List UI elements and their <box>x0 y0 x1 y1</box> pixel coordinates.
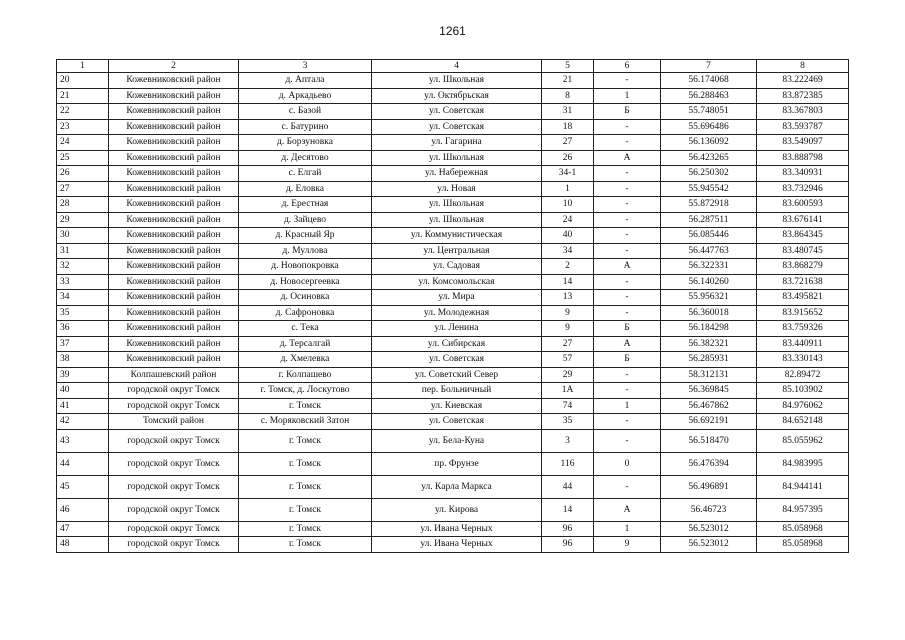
table-cell: 42 <box>57 414 109 430</box>
table-cell: 32 <box>57 259 109 275</box>
table-cell: д. Десятово <box>239 150 372 166</box>
table-row <box>57 73 849 89</box>
table-cell: 56.360018 <box>661 305 757 321</box>
table-cell: 56.692191 <box>661 414 757 430</box>
table-cell: с. Елгай <box>239 166 372 182</box>
table-cell: ул. Набережная <box>372 166 542 182</box>
table-row <box>57 104 849 120</box>
table-cell: д. Красный Яр <box>239 228 372 244</box>
table-cell: 56.467862 <box>661 398 757 414</box>
table-row <box>57 452 849 475</box>
table-cell: д. Терсалгай <box>239 336 372 352</box>
table-cell: городской округ Томск <box>109 498 239 521</box>
table-cell: ул. Молодежная <box>372 305 542 321</box>
table-cell: А <box>594 259 661 275</box>
table-cell: 55.872918 <box>661 197 757 213</box>
table-cell: 25 <box>57 150 109 166</box>
table-cell: ул. Мира <box>372 290 542 306</box>
table-row <box>57 414 849 430</box>
table-row <box>57 383 849 399</box>
table-cell: д. Ерестная <box>239 197 372 213</box>
table-cell: - <box>594 212 661 228</box>
table-cell: 55.956321 <box>661 290 757 306</box>
table-cell: д. Еловка <box>239 181 372 197</box>
table-cell: Кожевниковский район <box>109 336 239 352</box>
table-cell: ул. Ивана Черных <box>372 521 542 537</box>
table-cell: ул. Школьная <box>372 197 542 213</box>
table-cell: 37 <box>57 336 109 352</box>
table-cell: 14 <box>542 274 594 290</box>
table-cell: ул. Комсомольская <box>372 274 542 290</box>
table-cell: с. Батурино <box>239 119 372 135</box>
table-cell: Кожевниковский район <box>109 197 239 213</box>
table-cell: 83.600593 <box>757 197 849 213</box>
table-cell: д. Новосергеевка <box>239 274 372 290</box>
table-cell: 18 <box>542 119 594 135</box>
table-cell: А <box>594 336 661 352</box>
table-row <box>57 352 849 368</box>
table-cell: Кожевниковский район <box>109 119 239 135</box>
table-cell: д. Хмелевка <box>239 352 372 368</box>
table-cell: 24 <box>57 135 109 151</box>
table-cell: 56.140260 <box>661 274 757 290</box>
table-cell: 85.058968 <box>757 537 849 553</box>
table-cell: 1 <box>594 521 661 537</box>
table-row <box>57 498 849 521</box>
table-row <box>57 228 849 244</box>
table-cell: Томский район <box>109 414 239 430</box>
table-cell: 48 <box>57 537 109 553</box>
table-cell: 27 <box>57 181 109 197</box>
table-header-row <box>57 60 849 73</box>
table-cell: 84.944141 <box>757 475 849 498</box>
table-cell: ул. Ленина <box>372 321 542 337</box>
table-cell: 24 <box>542 212 594 228</box>
table-cell: 9 <box>542 321 594 337</box>
table-cell: 47 <box>57 521 109 537</box>
table-cell: 39 <box>57 367 109 383</box>
table-cell: 41 <box>57 398 109 414</box>
table-cell: ул. Центральная <box>372 243 542 259</box>
table-cell: городской округ Томск <box>109 429 239 452</box>
table-cell: 56.423265 <box>661 150 757 166</box>
table-row <box>57 336 849 352</box>
table-cell: 34 <box>57 290 109 306</box>
table-row <box>57 135 849 151</box>
table-cell: - <box>594 383 661 399</box>
table-row <box>57 197 849 213</box>
table-cell: 83.340931 <box>757 166 849 182</box>
table-cell: Кожевниковский район <box>109 104 239 120</box>
table-cell: 35 <box>57 305 109 321</box>
table-cell: г. Томск <box>239 398 372 414</box>
table-cell: д. Осиновка <box>239 290 372 306</box>
table-row <box>57 274 849 290</box>
table-cell: г. Колпашево <box>239 367 372 383</box>
table-cell: 56.369845 <box>661 383 757 399</box>
table-cell: 21 <box>57 88 109 104</box>
table-row <box>57 212 849 228</box>
table-cell: - <box>594 429 661 452</box>
table-cell: 31 <box>57 243 109 259</box>
table-cell: 2 <box>542 259 594 275</box>
table-cell: городской округ Томск <box>109 383 239 399</box>
table-cell: - <box>594 305 661 321</box>
table-cell: 83.864345 <box>757 228 849 244</box>
table-cell: Кожевниковский район <box>109 305 239 321</box>
table-cell: ул. Школьная <box>372 73 542 89</box>
table-cell: 56.250302 <box>661 166 757 182</box>
table-cell: 9 <box>542 305 594 321</box>
table-cell: Кожевниковский район <box>109 228 239 244</box>
table-cell: - <box>594 414 661 430</box>
table-cell: ул. Киевская <box>372 398 542 414</box>
table-cell: 56.523012 <box>661 521 757 537</box>
table-cell: г. Томск <box>239 429 372 452</box>
table-cell: 56.518470 <box>661 429 757 452</box>
table-cell: 33 <box>57 274 109 290</box>
table-cell: 44 <box>57 452 109 475</box>
table-cell: ул. Садовая <box>372 259 542 275</box>
table-cell: 1А <box>542 383 594 399</box>
table-cell: г. Томск <box>239 475 372 498</box>
table-cell: 26 <box>57 166 109 182</box>
table-cell: ул. Советская <box>372 119 542 135</box>
table-cell: 56.288463 <box>661 88 757 104</box>
table-cell: 74 <box>542 398 594 414</box>
table-body <box>57 60 849 553</box>
table-cell: ул. Школьная <box>372 150 542 166</box>
table-row <box>57 181 849 197</box>
table-row <box>57 367 849 383</box>
table-cell: 83.732946 <box>757 181 849 197</box>
table-cell: 34-1 <box>542 166 594 182</box>
table-cell: д. Зайцево <box>239 212 372 228</box>
table-cell: 83.915652 <box>757 305 849 321</box>
table-cell: 35 <box>542 414 594 430</box>
table-row <box>57 150 849 166</box>
table-row <box>57 259 849 275</box>
table-row <box>57 119 849 135</box>
table-cell: 27 <box>542 135 594 151</box>
table-cell: 31 <box>542 104 594 120</box>
table-cell: 84.652148 <box>757 414 849 430</box>
table-cell: 23 <box>57 119 109 135</box>
table-cell: Б <box>594 104 661 120</box>
table-cell: 84.957395 <box>757 498 849 521</box>
table-cell: 8 <box>542 88 594 104</box>
table-cell: городской округ Томск <box>109 521 239 537</box>
table-cell: д. Новопокровка <box>239 259 372 275</box>
table-cell: Колпашевский район <box>109 367 239 383</box>
table-cell: ул. Школьная <box>372 212 542 228</box>
table-row <box>57 475 849 498</box>
table-cell: 83.888798 <box>757 150 849 166</box>
table-cell: ул. Советская <box>372 414 542 430</box>
table-cell: Кожевниковский район <box>109 135 239 151</box>
table-cell: д. Муллова <box>239 243 372 259</box>
table-cell: 56.496891 <box>661 475 757 498</box>
table-cell: 45 <box>57 475 109 498</box>
table-cell: 83.868279 <box>757 259 849 275</box>
table-cell: - <box>594 197 661 213</box>
table-cell: 13 <box>542 290 594 306</box>
table-cell: 22 <box>57 104 109 120</box>
table-cell: 21 <box>542 73 594 89</box>
table-cell: А <box>594 150 661 166</box>
table-cell: 1 <box>542 181 594 197</box>
table-row <box>57 305 849 321</box>
table-cell: - <box>594 243 661 259</box>
table-cell: 83.222469 <box>757 73 849 89</box>
table-cell: 56.46723 <box>661 498 757 521</box>
table-cell: Кожевниковский район <box>109 274 239 290</box>
table-cell: ул. Бела-Куна <box>372 429 542 452</box>
table-row <box>57 290 849 306</box>
table-cell: пр. Фрунзе <box>372 452 542 475</box>
table-cell: Б <box>594 321 661 337</box>
table-cell: 55.696486 <box>661 119 757 135</box>
table-cell: 83.440911 <box>757 336 849 352</box>
table-cell: ул. Советский Север <box>372 367 542 383</box>
table-cell: - <box>594 290 661 306</box>
table-cell: - <box>594 367 661 383</box>
table-cell: 56.285931 <box>661 352 757 368</box>
table-cell: 29 <box>57 212 109 228</box>
table-row <box>57 166 849 182</box>
table-cell: 96 <box>542 521 594 537</box>
table-cell: - <box>594 475 661 498</box>
table-cell: 83.495821 <box>757 290 849 306</box>
table-cell: городской округ Томск <box>109 398 239 414</box>
table-cell: Кожевниковский район <box>109 88 239 104</box>
table-row <box>57 429 849 452</box>
table-cell: 116 <box>542 452 594 475</box>
table-cell: Кожевниковский район <box>109 290 239 306</box>
table-cell: Кожевниковский район <box>109 150 239 166</box>
table-cell: ул. Карла Маркса <box>372 475 542 498</box>
table-cell: Кожевниковский район <box>109 352 239 368</box>
table-cell: городской округ Томск <box>109 475 239 498</box>
table-cell: Кожевниковский район <box>109 259 239 275</box>
table-cell: 40 <box>57 383 109 399</box>
table-cell: ул. Новая <box>372 181 542 197</box>
table-cell: с. Базой <box>239 104 372 120</box>
table-cell: 57 <box>542 352 594 368</box>
table-cell: 44 <box>542 475 594 498</box>
table-cell: ул. Советская <box>372 352 542 368</box>
table-cell: 85.103902 <box>757 383 849 399</box>
table-cell: 38 <box>57 352 109 368</box>
table-cell: 29 <box>542 367 594 383</box>
table-cell: Кожевниковский район <box>109 73 239 89</box>
table-cell: 83.721638 <box>757 274 849 290</box>
table-cell: д. Сафроновка <box>239 305 372 321</box>
header-cell: 5 <box>542 60 594 73</box>
table-cell: 55.748051 <box>661 104 757 120</box>
table-cell: - <box>594 73 661 89</box>
table-cell: с. Моряковский Затон <box>239 414 372 430</box>
table-cell: 85.058968 <box>757 521 849 537</box>
table-cell: г. Томск <box>239 498 372 521</box>
table-cell: 83.676141 <box>757 212 849 228</box>
table-cell: 40 <box>542 228 594 244</box>
header-cell: 4 <box>372 60 542 73</box>
table-row <box>57 321 849 337</box>
table-cell: 58.312131 <box>661 367 757 383</box>
table-cell: 30 <box>57 228 109 244</box>
table-cell: ул. Гагарина <box>372 135 542 151</box>
data-table <box>56 59 849 553</box>
table-cell: 56.085446 <box>661 228 757 244</box>
page-number: 1261 <box>439 24 466 38</box>
table-cell: 55.945542 <box>661 181 757 197</box>
table-cell: ул. Советская <box>372 104 542 120</box>
table-cell: 56.447763 <box>661 243 757 259</box>
table-cell: 56.174068 <box>661 73 757 89</box>
table-cell: 56.476394 <box>661 452 757 475</box>
table-cell: г. Томск <box>239 537 372 553</box>
table-cell: - <box>594 228 661 244</box>
table-cell: 0 <box>594 452 661 475</box>
table-cell: 36 <box>57 321 109 337</box>
table-cell: 96 <box>542 537 594 553</box>
table-cell: 56.523012 <box>661 537 757 553</box>
table-cell: 83.367803 <box>757 104 849 120</box>
table-cell: 83.872385 <box>757 88 849 104</box>
table-cell: 20 <box>57 73 109 89</box>
table-cell: Кожевниковский район <box>109 212 239 228</box>
table-cell: городской округ Томск <box>109 537 239 553</box>
table-cell: 27 <box>542 336 594 352</box>
header-cell: 2 <box>109 60 239 73</box>
table-cell: 85.055962 <box>757 429 849 452</box>
table-row <box>57 88 849 104</box>
table-cell: - <box>594 181 661 197</box>
table-cell: 26 <box>542 150 594 166</box>
table-cell: 9 <box>594 537 661 553</box>
table-cell: 56.136092 <box>661 135 757 151</box>
table-row <box>57 521 849 537</box>
table-cell: - <box>594 166 661 182</box>
table-cell: г. Томск <box>239 452 372 475</box>
table-cell: 56.184298 <box>661 321 757 337</box>
table-cell: 83.759326 <box>757 321 849 337</box>
table-cell: 83.549097 <box>757 135 849 151</box>
table-cell: - <box>594 135 661 151</box>
table-cell: ул. Сибирская <box>372 336 542 352</box>
table-row <box>57 243 849 259</box>
table-cell: ул. Кирова <box>372 498 542 521</box>
table-cell: 82.89472 <box>757 367 849 383</box>
table-cell: пер. Больничный <box>372 383 542 399</box>
header-cell: 6 <box>594 60 661 73</box>
header-cell: 1 <box>57 60 109 73</box>
header-cell: 7 <box>661 60 757 73</box>
table-cell: д. Аптала <box>239 73 372 89</box>
table-cell: 56.322331 <box>661 259 757 275</box>
table-cell: 43 <box>57 429 109 452</box>
table-cell: - <box>594 274 661 290</box>
table-cell: - <box>594 119 661 135</box>
table-cell: 83.480745 <box>757 243 849 259</box>
table-row <box>57 398 849 414</box>
table-cell: городской округ Томск <box>109 452 239 475</box>
table-cell: Б <box>594 352 661 368</box>
table-cell: ул. Коммунистическая <box>372 228 542 244</box>
table-cell: 1 <box>594 398 661 414</box>
table-cell: д. Аркадьево <box>239 88 372 104</box>
table-cell: 83.330143 <box>757 352 849 368</box>
table-cell: 1 <box>594 88 661 104</box>
header-cell: 3 <box>239 60 372 73</box>
table-cell: 3 <box>542 429 594 452</box>
table-cell: ул. Ивана Черных <box>372 537 542 553</box>
table-cell: А <box>594 498 661 521</box>
table-cell: 34 <box>542 243 594 259</box>
table-cell: 56.287511 <box>661 212 757 228</box>
table-cell: 84.983995 <box>757 452 849 475</box>
header-cell: 8 <box>757 60 849 73</box>
table-cell: ул. Октябрьская <box>372 88 542 104</box>
table-cell: 84.976062 <box>757 398 849 414</box>
table-cell: 14 <box>542 498 594 521</box>
table-cell: Кожевниковский район <box>109 243 239 259</box>
table-cell: с. Тека <box>239 321 372 337</box>
table-cell: Кожевниковский район <box>109 166 239 182</box>
table-cell: 83.593787 <box>757 119 849 135</box>
table-cell: г. Томск <box>239 521 372 537</box>
table-row <box>57 537 849 553</box>
table-cell: 56.382321 <box>661 336 757 352</box>
table-cell: 46 <box>57 498 109 521</box>
table-cell: г. Томск, д. Лоскутово <box>239 383 372 399</box>
table-cell: Кожевниковский район <box>109 181 239 197</box>
table-cell: д. Борзуновка <box>239 135 372 151</box>
table-cell: 10 <box>542 197 594 213</box>
table-cell: 28 <box>57 197 109 213</box>
table-cell: Кожевниковский район <box>109 321 239 337</box>
